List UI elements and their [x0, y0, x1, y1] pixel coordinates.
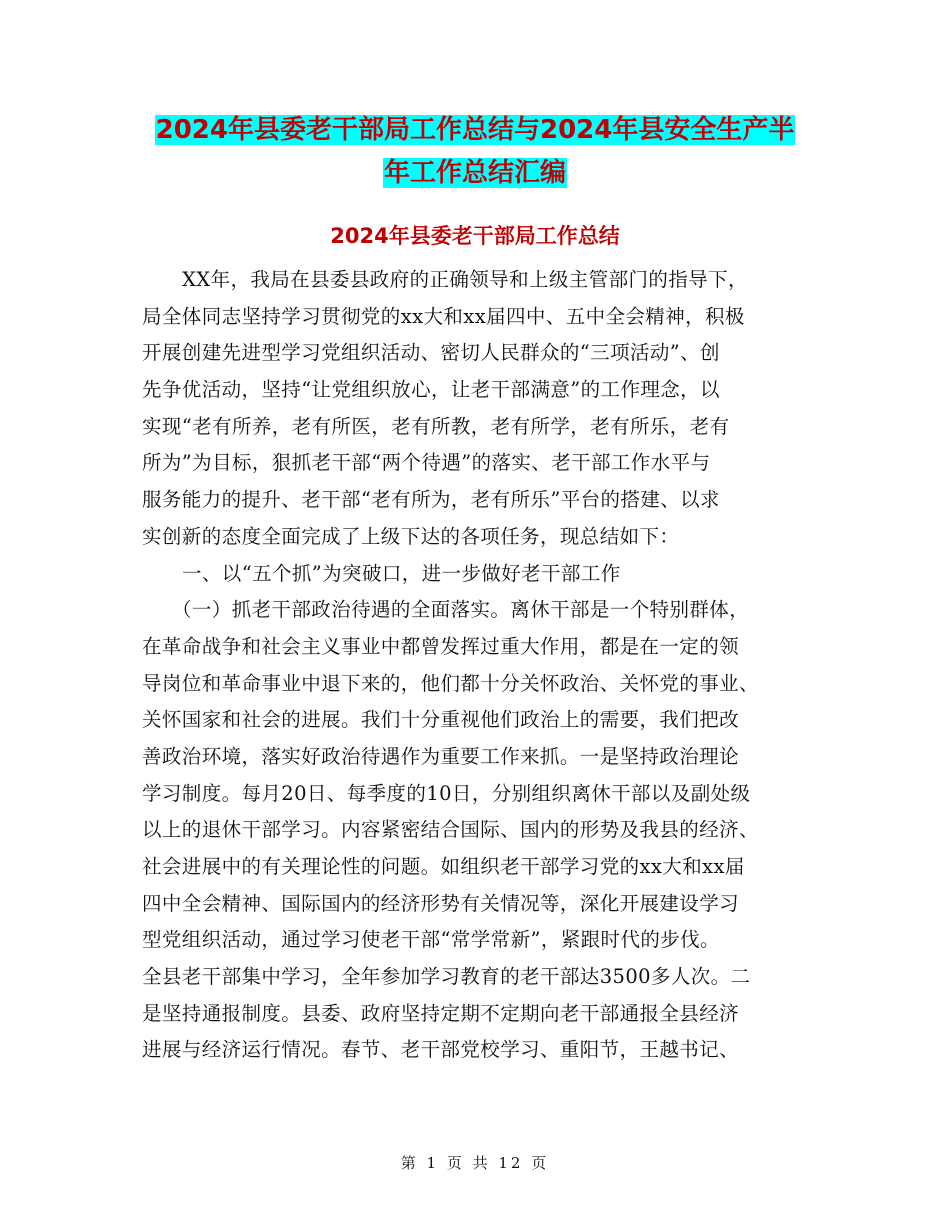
text-line: 实现“老有所养，老有所医，老有所教，老有所学，老有所乐，老有: [142, 414, 730, 438]
text-line: 善政治环境，落实好政治待遇作为重要工作来抓。一是坚持政治理论: [142, 744, 740, 768]
text-line: （一）抓老干部政治待遇的全面落实。离休干部是一个特别群体，: [172, 598, 750, 622]
text-line: 型党组织活动，通过学习使老干部“常学常新”，紧跟时代的步伐。: [142, 928, 720, 952]
document-title-line-2: [0, 155, 950, 191]
text-line: 四中全会精神、国际国内的经济形势有关情况等，深化开展建设学习: [142, 891, 740, 915]
text-line: 学习制度。每月20日、每季度的10日，分别组织离休干部以及副处级: [142, 781, 751, 805]
text-line: 以上的退休干部学习。内容紧密结合国际、国内的形势及我县的经济、: [142, 818, 759, 842]
text-line: 开展创建先进型学习党组织活动、密切人民群众的“三项活动”、创: [142, 341, 720, 365]
section-title: 2024年县委老干部局工作总结: [330, 224, 620, 248]
text-line: 所为”为目标，狠抓老干部“两个待遇”的落实、老干部工作水平与: [142, 451, 711, 475]
text-line: 社会进展中的有关理论性的问题。如组织老干部学习党的xx大和xx届: [142, 855, 745, 878]
page-footer: 第 1 页 共 12 页: [400, 1154, 550, 1172]
text-line: XX年，我局在县委县政府的正确领导和上级主管部门的指导下，: [182, 268, 748, 291]
text-line: 实创新的态度全面完成了上级下达的各项任务，现总结如下：: [142, 524, 680, 548]
text-line: 关怀国家和社会的进展。我们十分重视他们政治上的需要，我们把改: [142, 708, 740, 732]
text-line: 是坚持通报制度。县委、政府坚持定期不定期向老干部通报全县经济: [142, 1001, 740, 1025]
text-line: 局全体同志坚持学习贯彻党的xx大和xx届四中、五中全会精神，积极: [142, 304, 745, 328]
title-highlight-1: 2024年县委老干部局工作总结与2024年县安全生产半: [155, 115, 795, 145]
body-text: [142, 262, 822, 1069]
document-title-line-1: [0, 112, 950, 148]
title-highlight-2: 年工作总结汇编: [383, 158, 566, 188]
text-line: 先争优活动，坚持“让党组织放心，让老干部满意”的工作理念，以: [142, 378, 720, 402]
section-heading: 一、以“五个抓”为突破口，进一步做好老干部工作: [182, 561, 621, 585]
text-line: 进展与经济运行情况。春节、老干部党校学习、重阳节，王越书记、: [142, 1038, 740, 1062]
text-line: 导岗位和革命事业中退下来的，他们都十分关怀政治、关怀党的事业、: [142, 671, 759, 695]
text-line: 在革命战争和社会主义事业中都曾发挥过重大作用，都是在一定的领: [142, 634, 740, 658]
text-line: 服务能力的提升、老干部“老有所为，老有所乐”平台的搭建、以求: [142, 488, 720, 512]
text-line: 全县老干部集中学习，全年参加学习教育的老干部达3500多人次。二: [142, 965, 751, 989]
